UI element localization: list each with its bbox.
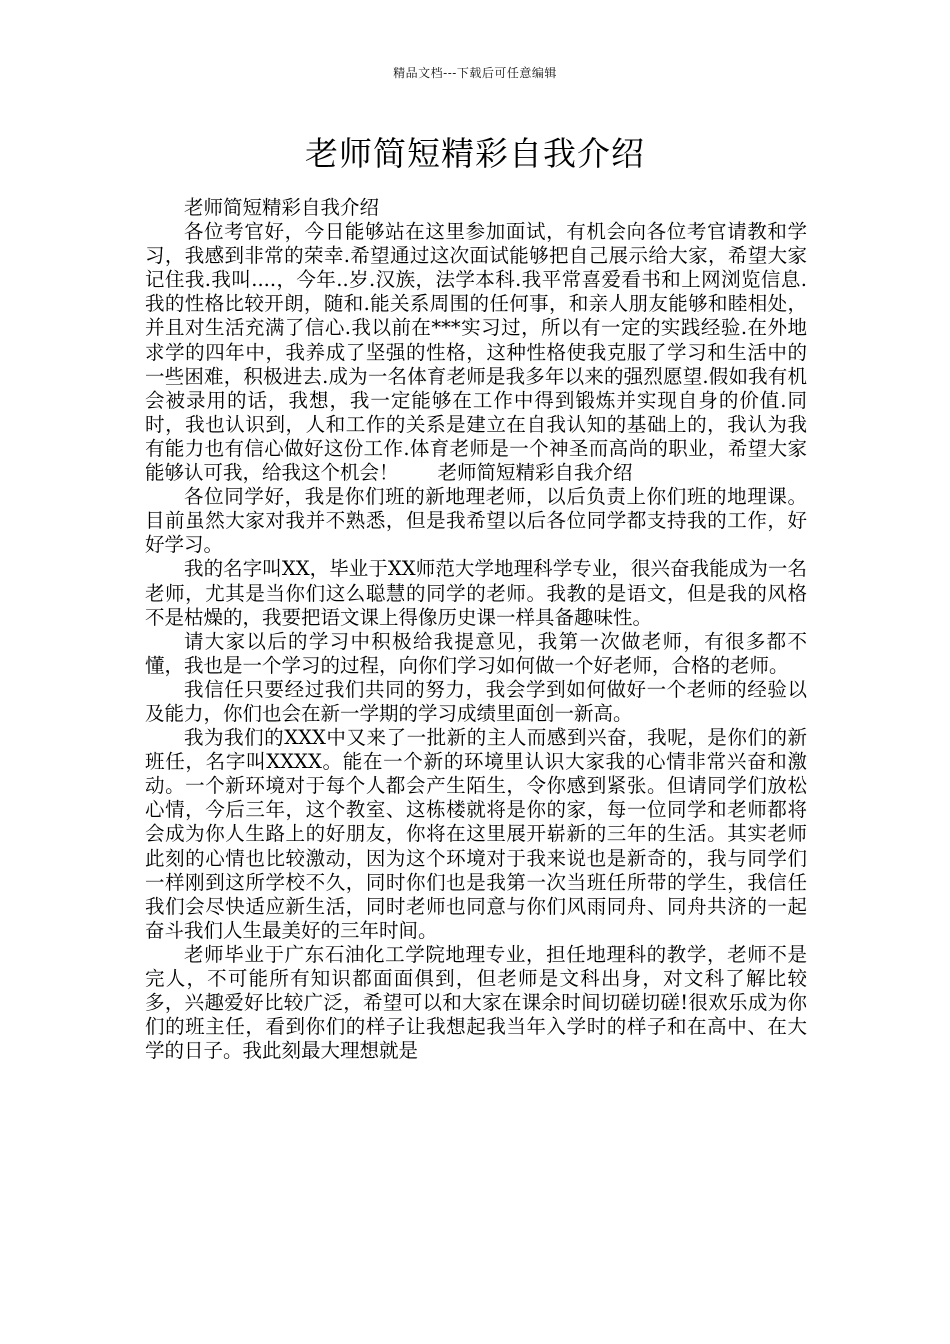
page-header-note: 精品文档---下载后可任意编辑: [393, 66, 557, 80]
paragraph: 我信任只要经过我们共同的努力，我会学到如何做好一个老师的经验以及能力，你们也会在新一学期的学习成绩里面创一新高。: [145, 677, 807, 725]
paragraph: 我为我们的XXX中又来了一批新的主人而感到兴奋，我呢，是你们的新班任，名字叫XXXX。能在一个新的环境里认识大家我的心情非常兴奋和激动。一个新环境对于每个人都会产生陌生，令你感到紧张。但请同学们放松心情，今后三年，这个教室、这栋楼就将是你的家，每一位同学和老师都将会成为你人生路上的好朋友，你将在这里展开崭新的三年的生活。其实老师此刻的心情也比较激动，因为这个环境对于我来说也是新奇的，我与同学们一样刚到这所学校不久，同时你们也是我第一次当班任所带的学生，我信任我们会尽快适应新生活，同时老师也同意与你们风雨同舟、同舟共济的一起奋斗我们人生最美好的三年时间。: [145, 726, 807, 942]
paragraph: 请大家以后的学习中积极给我提意见，我第一次做老师，有很多都不懂，我也是一个学习的过程，向你们学习如何做一个好老师，合格的老师。: [145, 629, 807, 677]
document-title: 老师简短精彩自我介绍: [305, 134, 645, 173]
paragraph: 各位同学好，我是你们班的新地理老师，以后负责上你们班的地理课。目前虽然大家对我并不熟悉，但是我希望以后各位同学都支持我的工作，好好学习。: [145, 485, 807, 557]
paragraph: 各位考官好，今日能够站在这里参加面试，有机会向各位考官请教和学习，我感到非常的荣幸.希望通过这次面试能够把自己展示给大家，希望大家记住我.我叫....，今年..岁.汉族，法学本科.我平常喜爱看书和上网浏览信息.我的性格比较开朗，随和.能关系周围的任何事，和亲人朋友能够和睦相处，并且对生活充满了信心.我以前在***实习过，所以有一定的实践经验.在外地求学的四年中，我养成了坚强的性格，这种性格使我克服了学习和生活中的一些困难，积极进去.成为一名体育老师是我多年以来的强烈愿望.假如我有机会被录用的话，我想，我一定能够在工作中得到锻炼并实现自身的价值.同时，我也认识到，人和工作的关系是建立在自我认知的基础上的，我认为我有能力也有信心做好这份工作.体育老师是一个神圣而高尚的职业，希望大家能够认可我，给我这个机会！ 老师简短精彩自我介绍: [145, 220, 807, 485]
document-body: [145, 196, 807, 1063]
paragraph: 我的名字叫XX，毕业于XX师范大学地理科学专业，很兴奋我能成为一名老师，尤其是当你们这么聪慧的同学的老师。我教的是语文，但是我的风格不是枯燥的，我要把语文课上得像历史课一样具备趣味性。: [145, 557, 807, 629]
paragraph-subtitle: 老师简短精彩自我介绍: [184, 196, 380, 219]
paragraph: 老师毕业于广东石油化工学院地理专业，担任地理科的教学，老师不是完人，不可能所有知识都面面俱到，但老师是文科出身，对文科了解比较多，兴趣爱好比较广泛，希望可以和大家在课余时间切磋切磋!很欢乐成为你们的班主任，看到你们的样子让我想起我当年入学时的样子和在高中、在大学的日子。我此刻最大理想就是: [145, 942, 807, 1063]
